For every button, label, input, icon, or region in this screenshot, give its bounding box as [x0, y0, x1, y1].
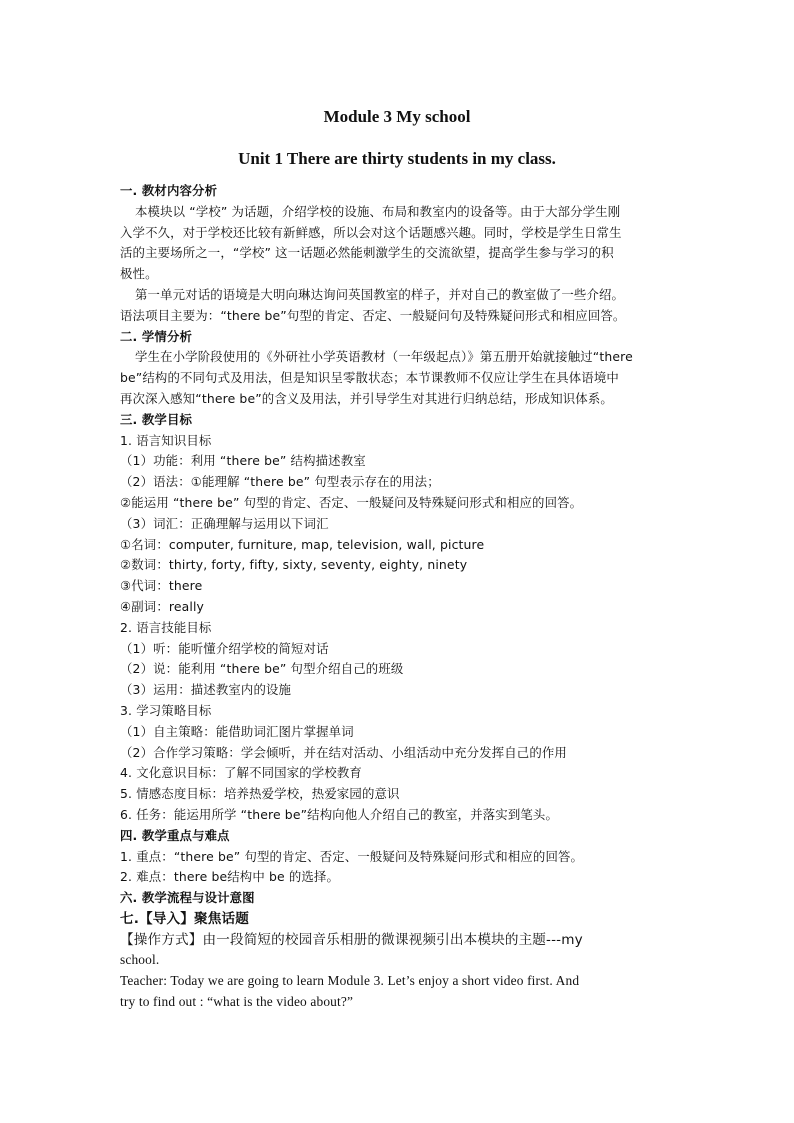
paragraph-line: try to find out : “what is the video about?” — [120, 994, 354, 1010]
section-heading: 二. 学情分析 — [120, 328, 193, 344]
paragraph-line: 活的主要场所之一，“学校” 这一话题必然能刺激学生的交流欲望，提高学生参与学习的积 — [120, 245, 614, 261]
list-item: （3）运用：描述教室内的设施 — [120, 682, 292, 698]
paragraph-line: 入学不久，对于学校还比较有新鲜感，所以会对这个话题感兴趣。同时，学校是学生日常生 — [120, 224, 622, 240]
list-item: （1）自主策略：能借助词汇图片掌握单词 — [120, 723, 354, 739]
unit-title: Unit 1 There are thirty students in my class. — [238, 149, 556, 168]
paragraph-line: 第一单元对话的语境是大明向琳达询问英国教室的样子，并对自己的教室做了一些介绍。 — [135, 286, 625, 302]
list-item: ③代词：there — [120, 578, 203, 594]
section-heading: 三. 教学目标 — [120, 411, 193, 427]
list-item: 6. 任务：能运用所学 “there be”结构向他人介绍自己的教室，并落实到笔头。 — [120, 806, 558, 822]
list-item: 4. 文化意识目标：了解不同国家的学校教育 — [120, 765, 362, 781]
paragraph-line: 再次深入感知“there be”的含义及用法，并引导学生对其进行归纳总结，形成知识体系。 — [120, 390, 613, 406]
list-item: ①名词：computer, furniture, map, television, wall, picture — [120, 536, 485, 552]
paragraph-line: 本模块以 “学校” 为话题，介绍学校的设施、布局和教室内的设备等。由于大部分学生刚 — [135, 203, 621, 219]
paragraph-line: Teacher: Today we are going to learn Module 3. Let’s enjoy a short video first. And — [120, 973, 580, 989]
paragraph-line: school. — [120, 952, 160, 968]
list-item: 5. 情感态度目标：培养热爱学校，热爱家园的意识 — [120, 786, 400, 802]
list-item: 2. 难点：there be结构中 be 的选择。 — [120, 869, 339, 885]
section-heading: 七.【导入】聚焦话题 — [120, 910, 250, 927]
section-heading: 六. 教学流程与设计意图 — [120, 890, 255, 906]
subsection-heading: 1. 语言知识目标 — [120, 432, 212, 448]
section-heading: 四. 教学重点与难点 — [120, 827, 230, 843]
list-item: （2）合作学习策略：学会倾听，并在结对活动、小组活动中充分发挥自己的作用 — [120, 744, 567, 760]
section-heading: 一. 教材内容分析 — [120, 183, 218, 198]
list-item: （1）功能：利用 “there be” 结构描述教室 — [120, 453, 366, 469]
list-item: （1）听：能听懂介绍学校的简短对话 — [120, 640, 329, 656]
paragraph-line: 【操作方式】由一段简短的校园音乐相册的微课视频引出本模块的主题---my — [120, 931, 583, 948]
list-item: 1. 重点：“there be” 句型的肯定、否定、一般疑问及特殊疑问形式和相应的回答。 — [120, 848, 584, 864]
list-item: （2）语法：①能理解 “there be” 句型表示存在的用法； — [120, 474, 440, 490]
paragraph-line: be”结构的不同句式及用法，但是知识呈零散状态；本节课教师不仅应让学生在具体语境中 — [120, 370, 619, 386]
paragraph-line: 语法项目主要为：“there be”句型的肯定、否定、一般疑问句及特殊疑问形式和相应回答。 — [120, 307, 626, 323]
subsection-heading: 3. 学习策略目标 — [120, 702, 212, 718]
paragraph-line: 极性。 — [120, 266, 158, 282]
list-item: ④副词：really — [120, 598, 205, 614]
list-item: （2）说：能利用 “there be” 句型介绍自己的班级 — [120, 661, 404, 677]
paragraph-line: 学生在小学阶段使用的《外研社小学英语教材（一年级起点）》第五册开始就接触过“there — [135, 349, 633, 365]
document-body — [120, 181, 678, 1013]
list-item: ②能运用 “there be” 句型的肯定、否定、一般疑问及特殊疑问形式和相应的回答。 — [120, 494, 583, 510]
subsection-heading: 2. 语言技能目标 — [120, 619, 212, 635]
module-title: Module 3 My school — [323, 107, 471, 126]
list-item: （3）词汇：正确理解与运用以下词汇 — [120, 515, 329, 531]
list-item: ②数词：thirty, forty, fifty, sixty, seventy, eighty, ninety — [120, 557, 468, 573]
